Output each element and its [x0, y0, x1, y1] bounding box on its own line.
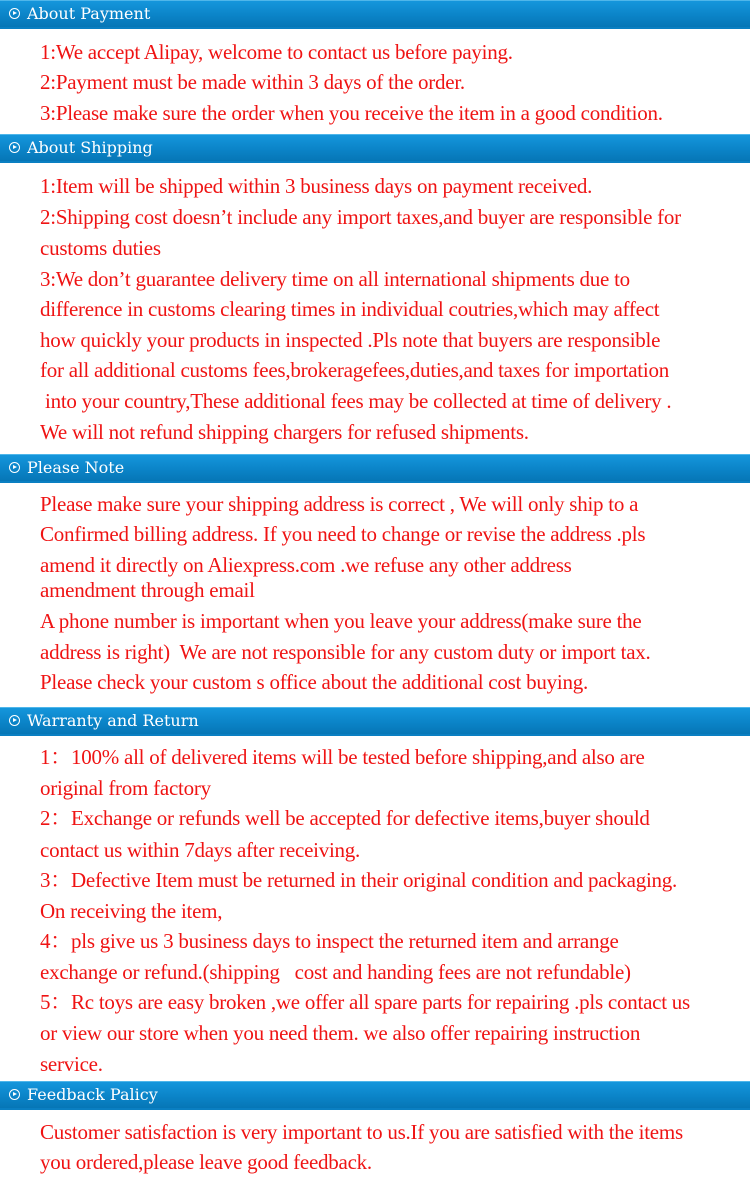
text-line: how quickly your products in inspected .Pls note that buyers are responsible — [40, 328, 661, 352]
text-line: 4：pls give us 3 business days to inspect the returned item and arrange — [40, 929, 619, 953]
play-circle-icon — [9, 462, 20, 473]
text-line: into your country,These additional fees may be collected at time of delivery . — [40, 389, 672, 413]
text-line: Please make sure your shipping address is correct , We will only ship to a — [40, 492, 639, 516]
text-line: 2:Payment must be made within 3 days of the order. — [40, 70, 465, 94]
text-line: amendment through email — [40, 578, 255, 602]
text-line: 3:We don’t guarantee delivery time on all international shipments due to — [40, 267, 630, 291]
divider — [0, 161, 750, 163]
text-line: contact us within 7days after receiving. — [40, 838, 361, 862]
text-line: address is right) We are not responsible for any custom duty or import tax. — [40, 640, 651, 664]
text-line: Customer satisfaction is very important to us.If you are satisfied with the items — [40, 1120, 683, 1144]
text-line: amend it directly on Aliexpress.com .we refuse any other address — [40, 553, 572, 577]
section-title: Warranty and Return — [27, 711, 199, 730]
section-title: Feedback Palicy — [27, 1085, 158, 1104]
divider — [0, 1108, 750, 1110]
text-line: for all additional customs fees,brokeragefees,duties,and taxes for importation — [40, 358, 669, 382]
text-line: 2:Shipping cost doesn’t include any import taxes,and buyer are responsible for — [40, 205, 681, 229]
play-circle-icon — [9, 142, 20, 153]
text-line: 5：Rc toys are easy broken ,we offer all spare parts for repairing .pls contact us — [40, 990, 690, 1014]
text-line: Confirmed billing address. If you need to change or revise the address .pls — [40, 522, 646, 546]
divider — [0, 27, 750, 29]
section-header-feedback — [0, 1081, 750, 1108]
text-line: Please check your custom s office about the additional cost buying. — [40, 670, 588, 694]
section-header-note — [0, 454, 750, 481]
divider — [0, 481, 750, 483]
text-line: 3:Please make sure the order when you receive the item in a good condition. — [40, 101, 663, 125]
play-circle-icon — [9, 1089, 20, 1100]
text-line: 1:We accept Alipay, welcome to contact us before paying. — [40, 40, 513, 64]
text-line: 3：Defective Item must be returned in their original condition and packaging. — [40, 868, 678, 892]
section-title: About Payment — [27, 4, 151, 23]
text-line: service. — [40, 1052, 103, 1076]
text-line: We will not refund shipping chargers for refused shipments. — [40, 420, 529, 444]
text-line: On receiving the item, — [40, 899, 223, 923]
section-title: About Shipping — [27, 138, 153, 157]
section-header-payment — [0, 0, 750, 27]
play-circle-icon — [9, 715, 20, 726]
divider — [0, 734, 750, 736]
section-title: Please Note — [27, 458, 125, 477]
text-line: customs duties — [40, 236, 161, 260]
text-line: or view our store when you need them. we also offer repairing instruction — [40, 1021, 641, 1045]
text-line: 2：Exchange or refunds well be accepted for defective items,buyer should — [40, 806, 650, 830]
text-line: 1：100% all of delivered items will be tested before shipping,and also are — [40, 745, 645, 769]
play-circle-icon — [9, 8, 20, 19]
section-header-shipping — [0, 134, 750, 161]
text-line: 1:Item will be shipped within 3 business days on payment received. — [40, 174, 593, 198]
text-line: you ordered,please leave good feedback. — [40, 1150, 372, 1174]
text-line: exchange or refund.(shipping cost and handing fees are not refundable) — [40, 960, 631, 984]
section-header-warranty — [0, 707, 750, 734]
text-line: original from factory — [40, 776, 211, 800]
text-line: A phone number is important when you leave your address(make sure the — [40, 609, 642, 633]
text-line: difference in customs clearing times in individual coutries,which may affect — [40, 297, 660, 321]
